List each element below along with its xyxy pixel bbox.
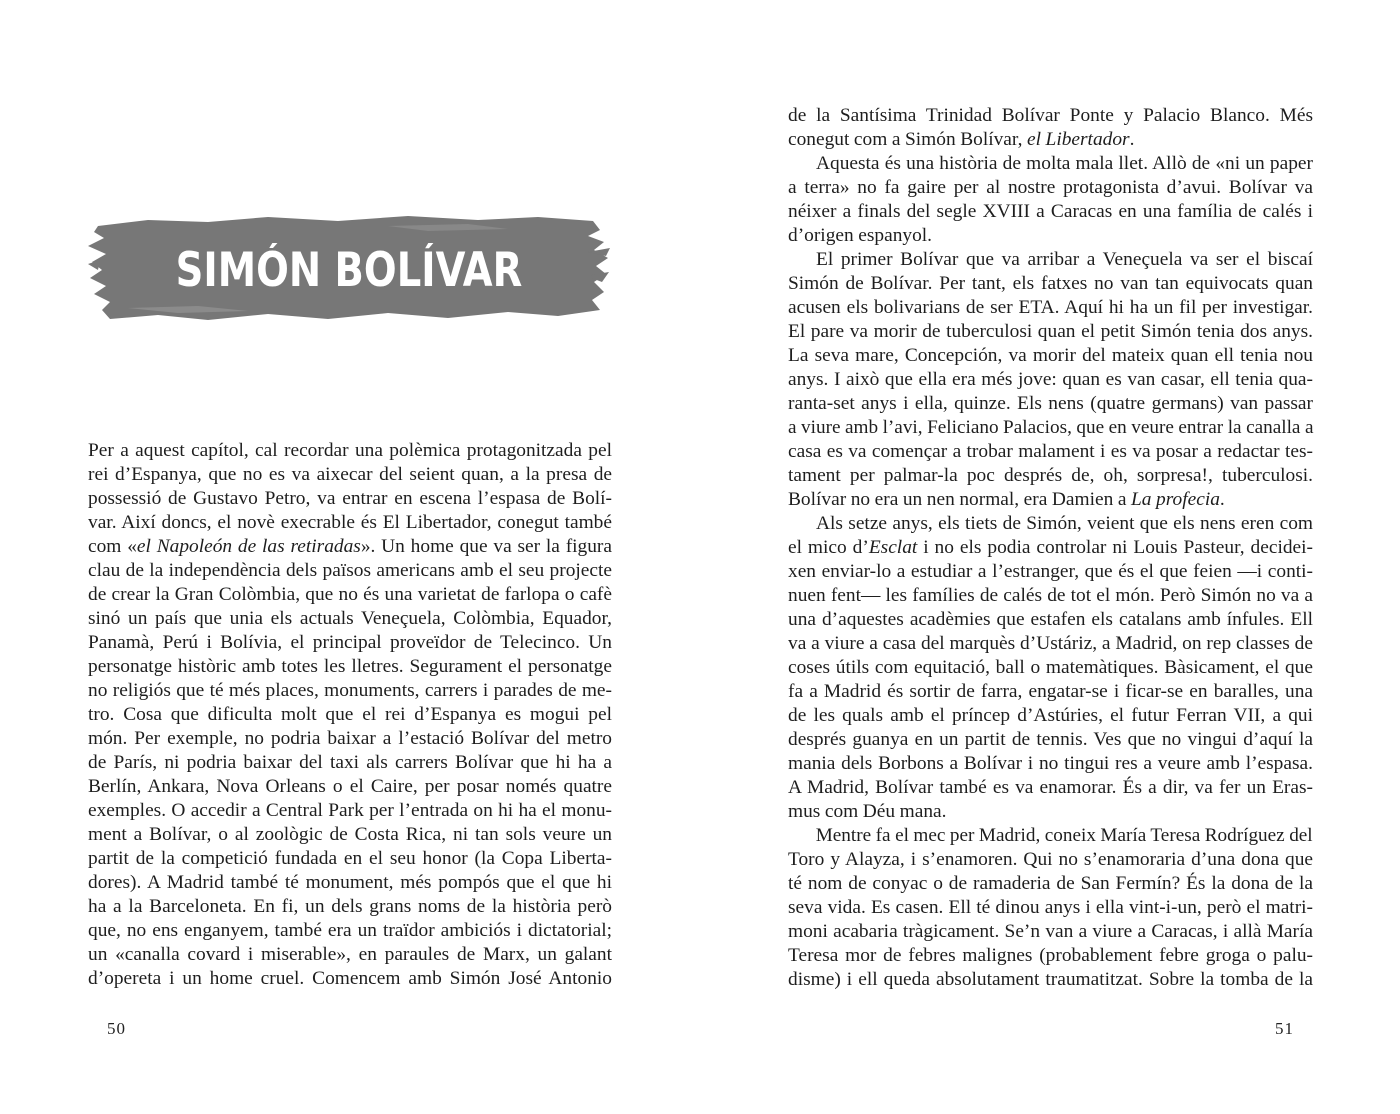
text-line: món. Per exemple, no podria baixar a l’estació Bolívar del metro [88,728,612,749]
text-run: a Caracas en una família de calés i [1029,201,1313,222]
text-line: a viure amb l’avi, Feliciano Palacios, que en veure entrar la canalla a [788,417,1314,438]
text-line: Aquesta és una història de molta mala llet. Allò de «ni un paper [816,153,1313,174]
italic-run: el Napoleón de las retiradas [136,536,361,557]
text-run: com « [88,536,137,557]
text-line: Per a aquest capítol, cal recordar una polèmica protagonitzada pel [88,440,612,461]
text-line: acusen els bolivarians de ser ETA. Aquí hi ha un fil per investigar. [788,297,1313,318]
text-run: . [1129,129,1135,150]
text-line: d’origen espanyol. [788,225,933,246]
text-line: Panamà, Perú i Bolívia, el principal proveïdor de Telecinco. Un [88,632,612,653]
text-line: El pare va morir de tuberculosi quan el petit Simón tenia dos anys. [788,321,1313,342]
small-caps-run: XVIII [982,201,1030,222]
text-line: nuen fent— les famílies de calés de tot el món. Però Simón no va a [788,585,1313,606]
right-body-text [788,104,1313,992]
text-run: i no els podia controlar ni Louis Pasteur, decidei- [917,537,1313,558]
text-run: Bolívar no era un nen normal, era Damien a [788,489,1131,510]
left-body-text [88,439,612,991]
chapter-title-banner [88,212,610,328]
text-line: ha a la Barceloneta. En fi, un dels grans noms de la història però [88,896,612,917]
text-line: de crear la Gran Colòmbia, que no és una varietat de farlopa o cafè [88,584,612,605]
text-line: rei d’Espanya, que no es va aixecar del seient quan, a la presa de [88,464,612,485]
text-run: . [1219,489,1225,510]
text-line: mus com Déu mana. [788,801,947,822]
text-line: de les quals amb el príncep d’Astúries, el futur Ferran VII, a qui [788,705,1313,726]
text-line: ment a Bolívar, o al zoològic de Costa Rica, ni tan sols veure un [88,824,612,845]
text-line: coses útils com equitació, ball o matemàtiques. Bàsicament, el que [788,657,1313,678]
text-line: Toro y Alayza, i s’enamoren. Qui no s’enamoraria d’una dona que [788,849,1313,870]
text-line: després guanya en un partit de tennis. Ves que no vingui d’aquí la [788,729,1313,750]
right-page [700,0,1400,1114]
text-line [788,536,1313,560]
text-line: possessió de Gustavo Petro, va entrar en escena l’espasa de Bolí- [88,488,612,509]
text-line: A Madrid, Bolívar també es va enamorar. És a dir, va fer un Eras- [788,777,1313,798]
text-line: sinó un país que unia els actuals Veneçuela, Colòmbia, Equador, [88,608,612,629]
text-line: Simón de Bolívar. Per tant, els fatxes no van tan equivocats quan [788,273,1313,294]
italic-run: el Libertador [1027,129,1130,150]
text-line: a terra» no fa gaire per al nostre protagonista d’avui. Bolívar va [788,177,1313,198]
text-line: xen enviar-lo a estudiar a l’estranger, que és el que feien —i conti- [788,561,1313,582]
text-line: dores). A Madrid també té monument, més pompós que el que hi [88,872,612,893]
text-line: té nom de conyac o de ramaderia de San Fermín? És la dona de la [788,873,1313,894]
text-line: no religiós que té més places, monuments, carrers i parades de me- [88,680,612,701]
text-line: disme) i ell queda absolutament traumatitzat. Sobre la tomba de la [788,969,1313,990]
text-line: mania dels Borbons a Bolívar i no tingui res a veure amb l’espasa. [788,753,1313,774]
italic-run: La profecia [1130,489,1220,510]
text-line: un «canalla covard i miserable», en paraules de Marx, un galant [88,944,612,965]
text-line [788,128,1313,152]
text-line: partit de la competició fundada en el seu honor (la Copa Liberta- [88,848,612,869]
italic-run: Esclat [868,537,918,558]
text-line: Berlín, Ankara, Nova Orleans o el Caire, per posar només quatre [88,776,612,797]
text-line: Mentre fa el mec per Madrid, coneix María Teresa Rodríguez del [815,825,1313,846]
text-line [788,488,1313,512]
text-line: fa a Madrid és sortir de farra, engatar-se i ficar-se en baralles, una [788,681,1313,702]
text-line: anys. I això que ella era més jove: quan es van casar, ell tenia qua- [788,369,1313,390]
text-line: seva vida. Es casen. Ell té dinou anys i ella vint-i-un, però el matri- [788,897,1313,918]
text-line: una d’aquestes acadèmies que estafen els catalans amb ínfules. Ell [788,609,1313,630]
text-run: conegut com a Simón Bolívar, [788,129,1027,150]
page-number: 51 [1275,1019,1294,1038]
text-line [88,535,612,559]
text-line: de la Santísima Trinidad Bolívar Ponte y Palacio Blanco. Més [788,105,1313,126]
text-line: moni acabaria tràgicament. Se’n van a viure a Caracas, i allà María [788,921,1313,942]
text-line: ranta-set anys i ella, quinze. Els nens (quatre germans) van passar [788,393,1313,414]
text-line: El primer Bolívar que va arribar a Veneçuela va ser el biscaí [816,249,1313,270]
text-line: casa es va començar a trobar malament i es va posar a redactar tes- [788,441,1313,462]
text-line: La seva mare, Concepción, va morir del mateix quan ell tenia nou [788,345,1313,366]
text-run: el mico d’ [788,537,869,558]
text-line: tament per palmar-la poc després de, oh, sorpresa!, tuberculosi. [788,465,1313,486]
chapter-title: SIMÓN BOLÍVAR [175,242,523,298]
text-run: néixer a finals del segle [788,201,983,222]
text-line: va a viure a casa del marquès d’Ustáriz, a Madrid, on rep classes de [788,633,1313,654]
text-line: clau de la independència dels països americans amb el seu projecte [88,560,612,581]
text-run: ». Un home que va ser la figura [360,536,612,557]
text-line: tro. Cosa que dificulta molt que el rei d’Espanya es mogui pel [88,704,612,725]
text-line: var. Així doncs, el novè execrable és El Libertador, conegut també [88,512,612,533]
text-line [788,200,1313,224]
text-line: de París, ni podria baixar del taxi als carrers Bolívar que hi ha a [88,752,612,773]
page-number: 50 [107,1019,126,1038]
text-line: d’opereta i un home cruel. Comencem amb Simón José Antonio [88,968,612,989]
text-line: Teresa mor de febres malignes (probablement febre groga o palu- [788,945,1313,966]
text-line: que, no ens enganyem, també era un traïdor ambiciós i dictatorial; [88,920,612,941]
text-line: Als setze anys, els tiets de Simón, veient que els nens eren com [816,513,1313,534]
text-line: exemples. O accedir a Central Park per l’entrada on hi ha el monu- [88,800,612,821]
text-line: personatge històric amb totes les lletres. Segurament el personatge [88,656,612,677]
